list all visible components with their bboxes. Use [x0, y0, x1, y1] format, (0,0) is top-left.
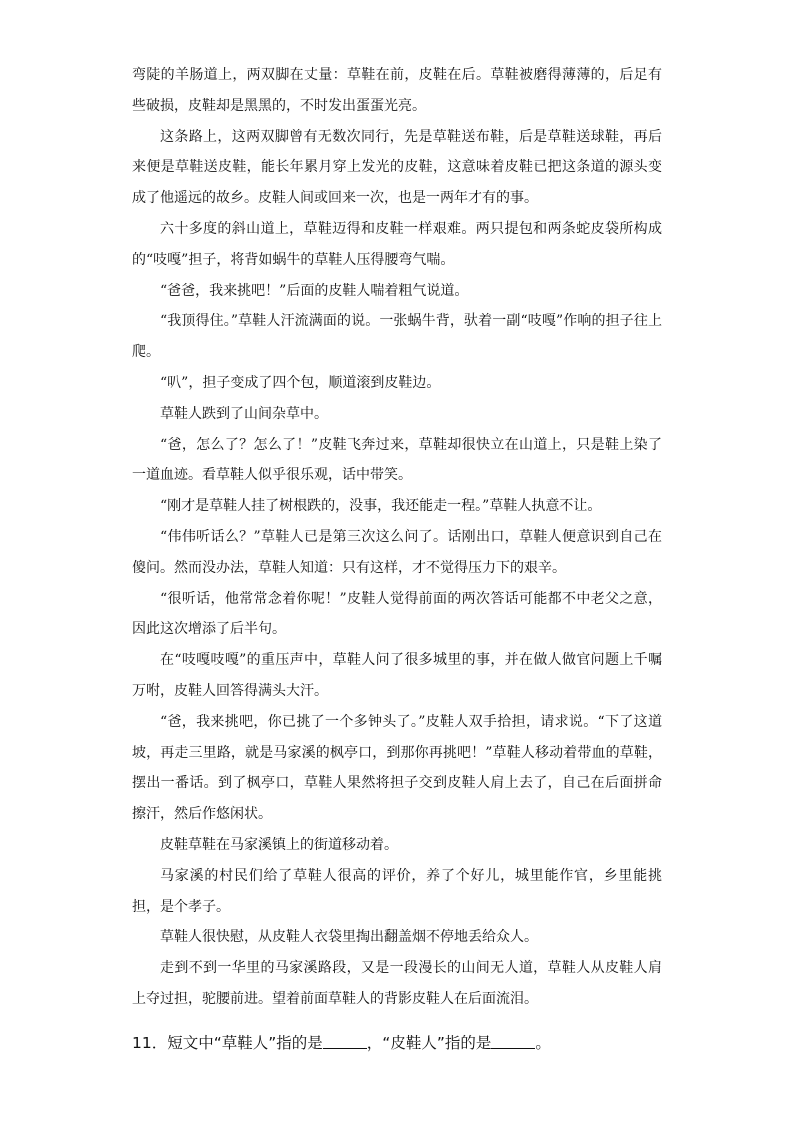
question-11: [132, 1028, 672, 1058]
answer-blank-2[interactable]: [491, 1032, 535, 1049]
passage-paragraph: 马家溪的村民们给了草鞋人很高的评价，养了个好儿，城里能作官，乡里能挑担，是个孝子。: [132, 867, 662, 915]
passage-paragraph: 弯陡的羊肠道上，两双脚在丈量：草鞋在前，皮鞋在后。草鞋被磨得薄薄的，后足有些破损，皮鞋却是黑黑的，不时发出蛋蛋光亮。: [132, 67, 662, 114]
question-text-part2: ，“皮鞋人”指的是: [366, 1034, 492, 1052]
passage-paragraph: “刚才是草鞋人挂了树根跌的，没事，我还能走一程。”草鞋人执意不让。: [160, 498, 602, 515]
answer-blank-1[interactable]: [323, 1032, 367, 1049]
passage-paragraph: “爸，我来挑吧，你已挑了一个多钟头了。”皮鞋人双手拾担，请求说。“下了这道坡，再走三里路，就是马家溪的枫亭口，到那你再挑吧！”草鞋人移动着带血的草鞋，摆出一番话。到了枫亭口，草鞋人果然将担子交到皮鞋人肩上去了，自己在后面拼命擦汗，然后作悠闲状。: [132, 713, 662, 823]
passage-paragraph: 草鞋人很快慰，从皮鞋人衣袋里掏出翻盖烟不停地丢给众人。: [160, 929, 538, 946]
passage-paragraph: 草鞋人跌到了山间杂草中。: [160, 405, 328, 422]
passage-paragraph: “伟伟听话么？”草鞋人已是第三次这么问了。话刚出口，草鞋人便意识到自己在傻问。然而没办法，草鞋人知道：只有这样，才不觉得压力下的艰辛。: [132, 528, 662, 576]
passage-paragraph: 这条路上，这两双脚曾有无数次同行，先是草鞋送布鞋，后是草鞋送球鞋，再后来便是草鞋送皮鞋，能长年累月穿上发光的皮鞋，这意味着皮鞋已把这条道的源头变成了他遥远的故乡。皮鞋人间或回来一次，也是一两年才有的事。: [132, 128, 662, 207]
passage-paragraph: “我顶得住。”草鞋人汗流满面的说。一张蜗牛背，驮着一副“吱嘎”作响的担子往上爬。: [132, 313, 662, 361]
passage-paragraph: 在“吱嘎吱嘎”的重压声中，草鞋人问了很多城里的事，并在做人做官问题上千嘱万咐，皮鞋人回答得满头大汗。: [132, 652, 662, 699]
question-number: 11．: [132, 1034, 168, 1052]
passage-text: [132, 60, 662, 1015]
question-text-part3: 。: [535, 1034, 551, 1052]
passage-paragraph: “叭”，担子变成了四个包，顺道滚到皮鞋边。: [160, 374, 441, 391]
passage-paragraph: 皮鞋草鞋在马家溪镇上的街道移动着。: [160, 836, 398, 853]
passage-paragraph: “很听话，他常常念着你呢！”皮鞋人觉得前面的两次答话可能都不中老父之意，因此这次增添了后半句。: [132, 590, 662, 638]
passage-paragraph: “爸，怎么了？怎么了！”皮鞋飞奔过来，草鞋却很快立在山道上，只是鞋上染了一道血迹。看草鞋人似乎很乐观，话中带笑。: [132, 436, 662, 484]
passage-paragraph: 六十多度的斜山道上，草鞋迈得和皮鞋一样艰难。两只提包和两条蛇皮袋所构成的“吱嘎”担子，将背如蜗牛的草鞋人压得腰弯气喘。: [132, 220, 662, 268]
passage-paragraph: “爸爸，我来挑吧！”后面的皮鞋人喘着粗气说道。: [160, 282, 469, 299]
passage-paragraph: 走到不到一华里的马家溪路段，又是一段漫长的山间无人道，草鞋人从皮鞋人肩上夺过担，驼腰前进。望着前面草鞋人的背影皮鞋人在后面流泪。: [132, 960, 662, 1007]
question-text-part1: 短文中“草鞋人”指的是: [167, 1034, 323, 1052]
